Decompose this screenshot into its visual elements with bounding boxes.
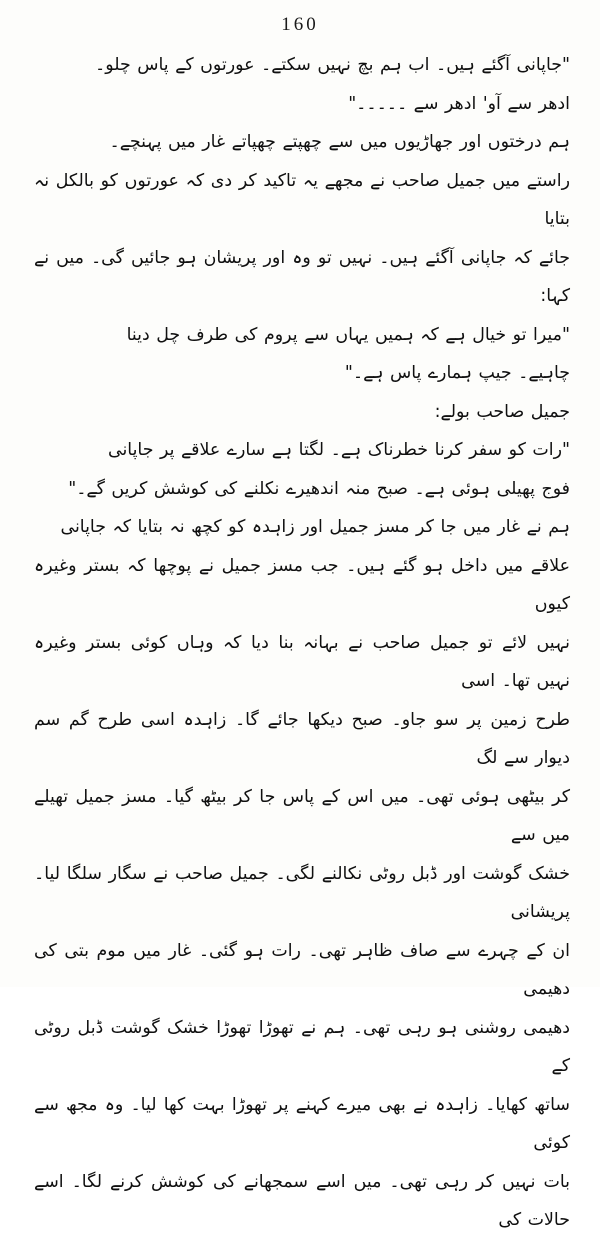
text-line: چاہیے۔ جیپ ہمارے پاس ہے۔": [344, 363, 570, 383]
paragraph-narration-2-line5: [34, 778, 570, 855]
page-number: 160: [281, 14, 319, 35]
text-line: خشک گوشت اور ڈبل روٹی نکالنے لگی۔ جمیل صاحب نے سگار سلگا لیا۔ پریشانی: [34, 863, 570, 922]
text-line: ہم نے غار میں جا کر مسز جمیل اور زاہدہ کو کچھ نہ بتایا کہ جاپانی: [60, 517, 570, 537]
paragraph-dialogue-1-tail: [34, 85, 570, 124]
text-line: بات نہیں کر رہی تھی۔ میں اسے سمجھانے کی کوشش کرنے لگا۔ اسے حالات کی: [34, 1171, 570, 1230]
text-line: ہم درختوں اور جھاڑیوں میں سے چھپتے چھپاتے غار میں پہنچے۔: [109, 132, 570, 152]
paragraph-narration-2-line3: [34, 624, 570, 701]
paragraph-dialogue-3-line2: [34, 470, 570, 509]
paragraph-narration-2-line9: [34, 1086, 570, 1163]
paragraph-narration-1-line2: [34, 162, 570, 239]
paragraph-narration-2-line10: [34, 1163, 570, 1240]
page-body: [34, 46, 570, 1240]
paragraph-narration-2-line1: [34, 508, 570, 547]
paragraph-speaker-tag: [34, 393, 570, 432]
paragraph-narration-2-line2: [34, 547, 570, 624]
text-line: ادھر سے آو' ادھر سے ۔۔۔۔۔": [348, 93, 570, 114]
paragraph-dialogue-2-tail: [34, 354, 570, 393]
text-line: ان کے چہرے سے صاف ظاہر تھی۔ رات ہو گئی۔ غار میں موم بتی کی دھیمی: [34, 940, 570, 999]
text-line: جائے کہ جاپانی آگئے ہیں۔ نہیں تو وہ اور پریشان ہو جائیں گی۔ میں نے کہا:: [34, 247, 570, 306]
paragraph-narration-2-line4: [34, 701, 570, 778]
text-line: طرح زمین پر سو جاو۔ صبح دیکھا جائے گا۔ زاہدہ اسی طرح گم سم دیوار سے لگ: [34, 709, 570, 768]
paragraph-dialogue-3: [34, 431, 570, 470]
text-line: راستے میں جمیل صاحب نے مجھے یہ تاکید کر دی کہ عورتوں کو بالکل نہ بتایا: [34, 170, 570, 229]
paragraph-narration-2-line7: [34, 932, 570, 1009]
text-line: فوج پھیلی ہوئی ہے۔ صبح منہ اندھیرے نکلنے کی کوشش کریں گے۔": [68, 478, 570, 499]
text-line: "میرا تو خیال ہے کہ ہمیں یہاں سے پروم کی طرف چل دینا: [126, 324, 570, 345]
paragraph-dialogue-1: [34, 46, 570, 85]
text-line: علاقے میں داخل ہو گئے ہیں۔ جب مسز جمیل نے پوچھا کہ بستر وغیرہ کیوں: [34, 555, 570, 614]
text-line: "رات کو سفر کرنا خطرناک ہے۔ لگتا ہے سارے علاقے پر جاپانی: [107, 440, 570, 460]
paragraph-narration-1-line3: [34, 239, 570, 316]
paragraph-dialogue-2: [34, 316, 570, 355]
paragraph-narration-1: [34, 123, 570, 162]
text-line: ساتھ کھایا۔ زاہدہ نے بھی میرے کہنے پر تھوڑا بہت کھا لیا۔ وہ مجھ سے کوئی: [34, 1094, 570, 1153]
text-line: دھیمی روشنی ہو رہی تھی۔ ہم نے تھوڑا تھوڑا خشک گوشت ڈبل روٹی کے: [34, 1017, 570, 1076]
text-line: جمیل صاحب بولے:: [434, 401, 570, 422]
text-line: نہیں لائے تو جمیل صاحب نے بہانہ بنا دیا کہ وہاں کوئی بستر وغیرہ نہیں تھا۔ اسی: [34, 632, 570, 691]
paragraph-narration-2-line6: [34, 855, 570, 932]
text-line: کر بیٹھی ہوئی تھی۔ میں اس کے پاس جا کر بیٹھ گیا۔ مسز جمیل تھیلے میں سے: [34, 786, 570, 845]
text-line: "جاپانی آگئے ہیں۔ اب ہم بچ نہیں سکتے۔ عورتوں کے پاس چلو۔: [95, 55, 570, 75]
paragraph-narration-2-line8: [34, 1009, 570, 1086]
